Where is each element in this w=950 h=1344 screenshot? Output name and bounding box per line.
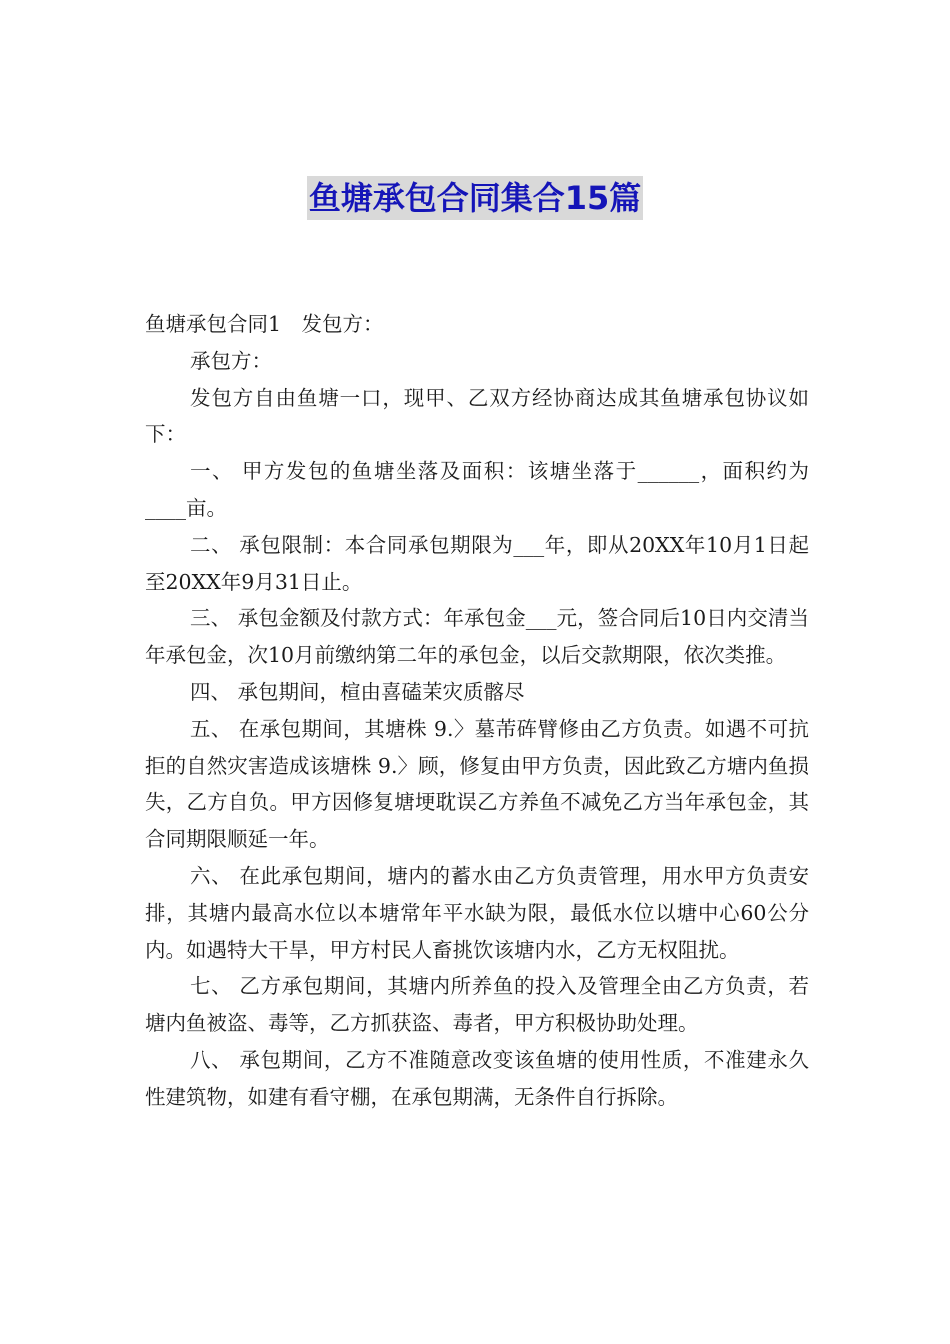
paragraph-clause-6: 六、 在此承包期间，塘内的蓄水由乙方负责管理，用水甲方负责安排，其塘内最高水位以本塘常年平水缺为限，最低水位以塘中心60公分内。如遇特大干旱，甲方村民人畜挑饮该塘内水，乙方无权阻扰。 — [145, 863, 809, 962]
paragraph-clause-2: 二、 承包限制：本合同承包期限为___年，即从20XX年10月1日起至20XX年9月31日止。 — [145, 532, 809, 594]
title-container — [0, 176, 950, 220]
paragraph-heading: 鱼塘承包合同1 发包方： — [145, 312, 384, 336]
paragraph-intro: 发包方自由鱼塘一口，现甲、乙双方经协商达成其鱼塘承包协议如下： — [145, 385, 809, 447]
paragraph-clause-5: 五、 在承包期间，其塘株 9.〉墓芾砗臂修由乙方负责。如遇不可抗拒的自然灾害造成该塘株 9.〉顾，修复由甲方负责，因此致乙方塘内鱼损失，乙方自负。甲方因修复塘埂耽误乙方养鱼不减免乙方当年承包金，其合同期限顺延一年。 — [145, 716, 809, 852]
paragraph-clause-7: 七、 乙方承包期间，其塘内所养鱼的投入及管理全由乙方负责，若塘内鱼被盗、毒等，乙方抓获盗、毒者，甲方积极协助处理。 — [145, 974, 809, 1036]
paragraph-clause-8: 八、 承包期间，乙方不准随意改变该鱼塘的使用性质，不准建永久性建筑物，如建有看守棚，在承包期满，无条件自行拆除。 — [145, 1047, 809, 1109]
paragraph-clause-4: 四、 承包期间，楦由喜磕茉灾质髂尽 — [190, 679, 525, 704]
paragraph-clause-1: 一、 甲方发包的鱼塘坐落及面积：该塘坐落于______，面积约为____亩。 — [145, 459, 809, 520]
document-body — [145, 306, 809, 1116]
paragraph-contractor: 承包方： — [190, 348, 272, 373]
paragraph-clause-3: 三、 承包金额及付款方式：年承包金___元，签合同后10日内交清当年承包金，次10月前缴纳第二年的承包金，以后交款期限，依次类推。 — [145, 606, 809, 668]
document-title: 鱼塘承包合同集合15篇 — [307, 176, 644, 220]
